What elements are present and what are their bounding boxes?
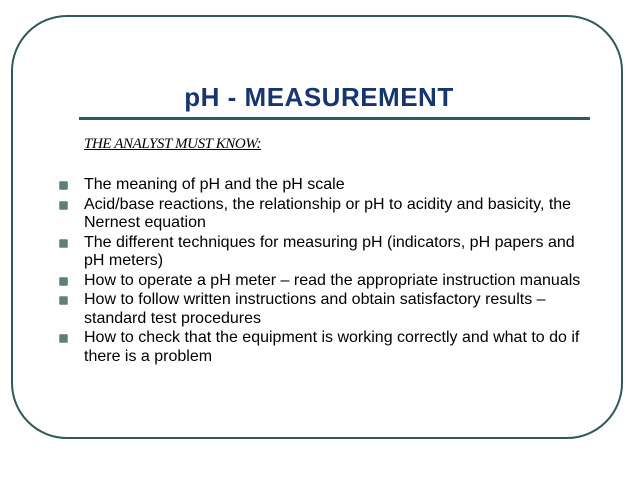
bullet-item (52, 234, 592, 271)
bullet-text: How to check that the equipment is working correctly and what to do if there is a problem (84, 329, 580, 365)
bullet-item (52, 291, 592, 328)
bullet-text: The different techniques for measuring pH (indicators, pH papers and pH meters) (84, 233, 575, 269)
square-bullet-icon (59, 334, 68, 343)
bullet-text: Acid/base reactions, the relationship or pH to acidity and basicity, the Nernest equation (84, 195, 572, 231)
bullet-text: How to operate a pH meter – read the appropriate instruction manuals (84, 271, 581, 289)
square-bullet-icon (59, 201, 68, 210)
square-bullet-icon (59, 181, 68, 190)
bullet-item (52, 329, 592, 366)
bullet-list (52, 176, 592, 367)
bullet-item (52, 196, 592, 233)
slide-title: pH - MEASUREMENT (184, 82, 454, 112)
square-bullet-icon (59, 277, 68, 286)
bullet-item (52, 272, 592, 291)
subheading: THE ANALYST MUST KNOW: (84, 136, 262, 152)
square-bullet-icon (59, 239, 68, 248)
bullet-text: How to follow written instructions and obtain satisfactory results – standard test procedures (84, 291, 546, 327)
square-bullet-icon (59, 296, 68, 305)
bullet-text: The meaning of pH and the pH scale (84, 176, 345, 193)
bullet-item (52, 176, 592, 195)
title-underline-rule (79, 117, 590, 120)
